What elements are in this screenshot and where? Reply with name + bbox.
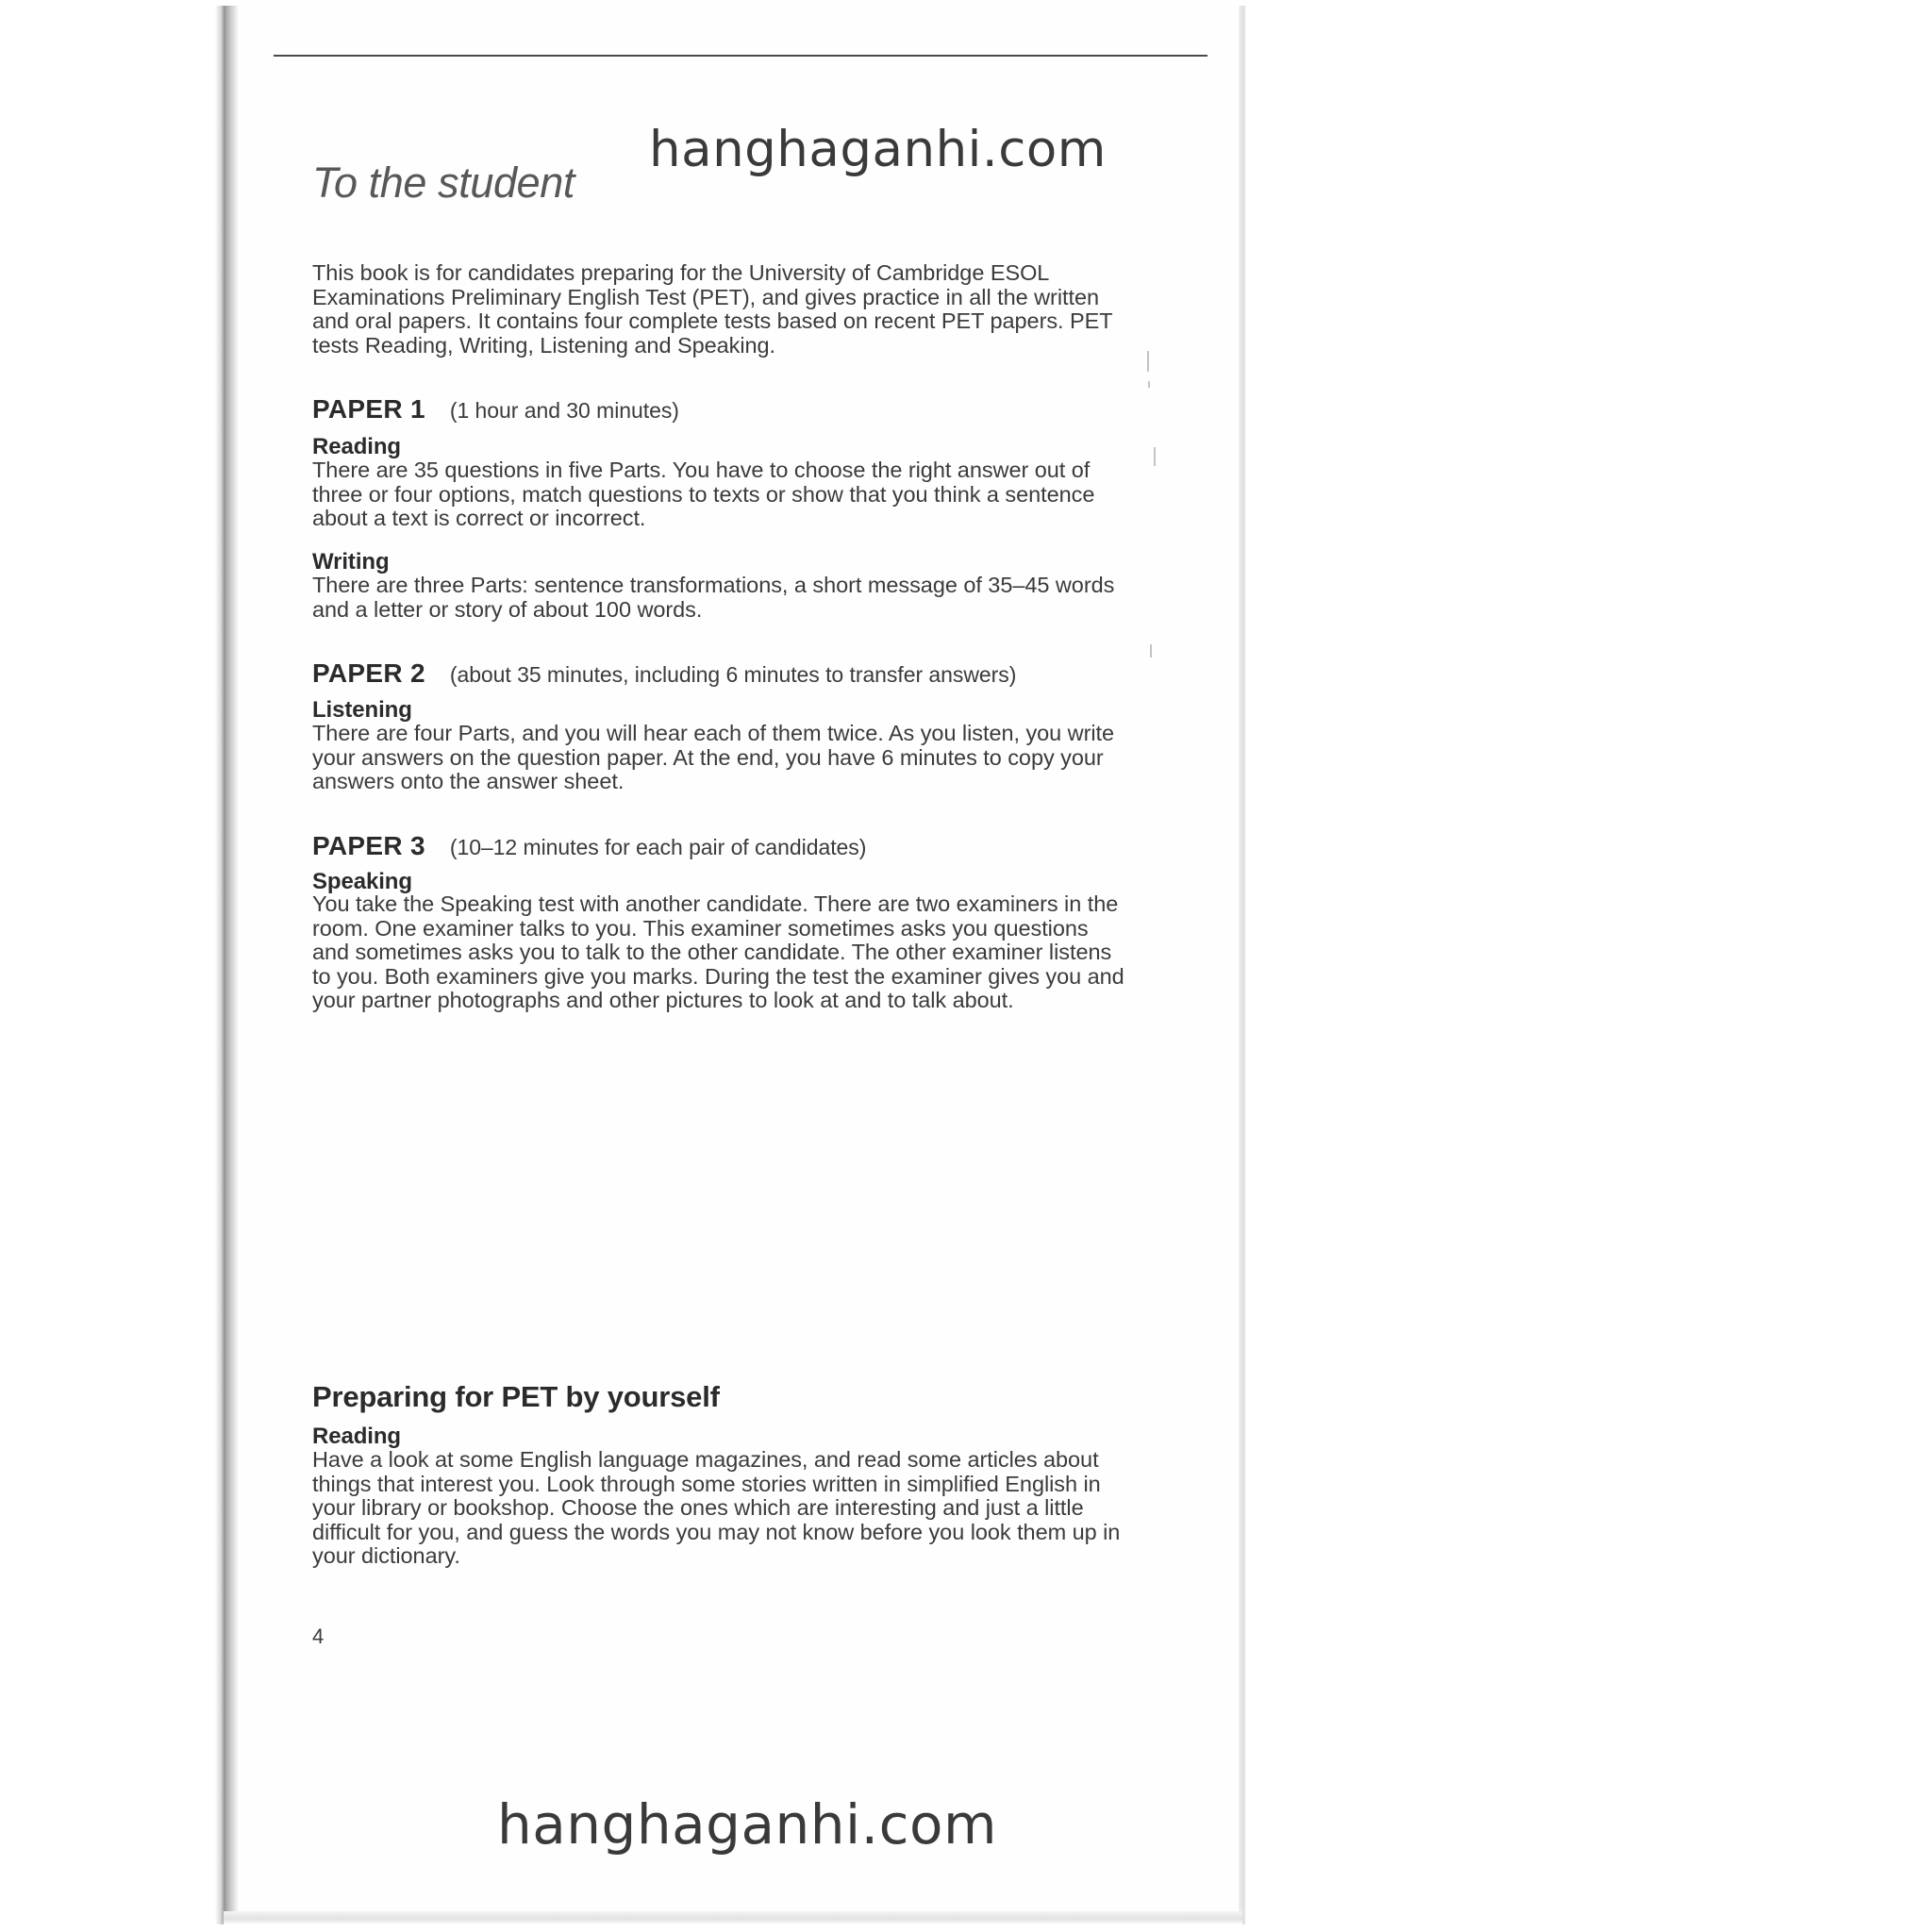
- paper-label: PAPER 2: [312, 658, 425, 688]
- paragraph-line: your library or bookshop. Choose the ones which are interesting and just a little: [312, 1495, 1084, 1520]
- paragraph-line: answers onto the answer sheet.: [312, 769, 625, 793]
- paragraph-line: room. One examiner talks to you. This examiner sometimes asks you questions: [312, 915, 1089, 941]
- paragraph-line: about a text is correct or incorrect.: [312, 506, 646, 530]
- paragraph-line: and oral papers. It contains four complete tests based on recent PET papers. PET: [312, 308, 1113, 333]
- paper-heading-1: [312, 394, 679, 425]
- paper-time: (1 hour and 30 minutes): [449, 398, 679, 423]
- paragraph-writing-paper1: [312, 573, 1115, 622]
- paragraph-line: There are four Parts, and you will hear each of them twice. As you listen, you write: [312, 721, 1115, 745]
- watermark-top: hanghaganhi.com: [649, 121, 1107, 178]
- paragraph-line: things that interest you. Look through some stories written in simplified English in: [312, 1471, 1101, 1496]
- scan-speckle: [1150, 644, 1152, 658]
- page-bottom-edge-shadow: [224, 1911, 1242, 1924]
- paragraph-line: There are 35 questions in five Parts. You have to choose the right answer out of: [312, 458, 1091, 482]
- paragraph-line: difficult for you, and guess the words you may not know before you look them up in: [312, 1519, 1121, 1544]
- paragraph-line: to you. Both examiners give you marks. During the test the examiner gives you and: [312, 963, 1124, 989]
- paragraph-line: There are three Parts: sentence transformations, a short message of 35–45 words: [312, 573, 1115, 597]
- page-title: To the student: [312, 158, 575, 207]
- paragraph-line: your dictionary.: [312, 1543, 460, 1568]
- paper-heading-2: [312, 658, 1016, 689]
- watermark-bottom: hanghaganhi.com: [497, 1792, 997, 1857]
- paper-label: PAPER 3: [312, 831, 425, 860]
- paragraph-line: Have a look at some English language magazines, and read some articles about: [312, 1447, 1099, 1472]
- paper-heading-3: [312, 831, 866, 861]
- paragraph-listening-paper2: [312, 721, 1115, 794]
- subsection-heading-reading-preparing: Reading: [312, 1424, 401, 1449]
- paragraph-line: This book is for candidates preparing for the University of Cambridge ESOL: [312, 260, 1050, 285]
- paragraph-reading-paper1: [312, 458, 1095, 531]
- page-number: 4: [312, 1624, 325, 1648]
- paragraph-line: You take the Speaking test with another candidate. There are two examiners in the: [312, 891, 1119, 916]
- paragraph-reading-preparing: [312, 1447, 1121, 1569]
- scan-speckle: [1154, 447, 1156, 466]
- paragraph-line: your answers on the question paper. At the end, you have 6 minutes to copy your: [312, 744, 1104, 770]
- subsection-heading-reading: Reading: [312, 434, 401, 459]
- intro-paragraph: [312, 260, 1113, 358]
- scan-speckle: [1147, 351, 1149, 372]
- scan-speckle: [1148, 381, 1150, 388]
- paragraph-line: three or four options, match questions to texts or show that you think a sentence: [312, 481, 1095, 507]
- paragraph-line: and sometimes asks you to talk to the other candidate. The other examiner listens: [312, 940, 1112, 964]
- paragraph-line: tests Reading, Writing, Listening and Speaking.: [312, 332, 776, 358]
- paragraph-line: Examinations Preliminary English Test (PET), and gives practice in all the written: [312, 284, 1099, 309]
- binding-shadow: [224, 6, 239, 1924]
- paragraph-line: your partner photographs and other pictures to look at and to talk about.: [312, 988, 1014, 1012]
- paragraph-line: and a letter or story of about 100 words.: [312, 596, 703, 622]
- subsection-heading-speaking: Speaking: [312, 869, 412, 894]
- paper-time: (10–12 minutes for each pair of candidates): [449, 835, 867, 859]
- paragraph-speaking-paper3: [312, 891, 1124, 1013]
- page-right-edge-shadow: [1239, 6, 1246, 1924]
- subsection-heading-listening: Listening: [312, 697, 412, 723]
- header-rule: [274, 55, 1208, 57]
- paper-time: (about 35 minutes, including 6 minutes to transfer answers): [449, 662, 1017, 687]
- section-heading-preparing-for-pet: Preparing for PET by yourself: [312, 1380, 720, 1413]
- paper-label: PAPER 1: [312, 394, 425, 424]
- subsection-heading-writing: Writing: [312, 549, 390, 575]
